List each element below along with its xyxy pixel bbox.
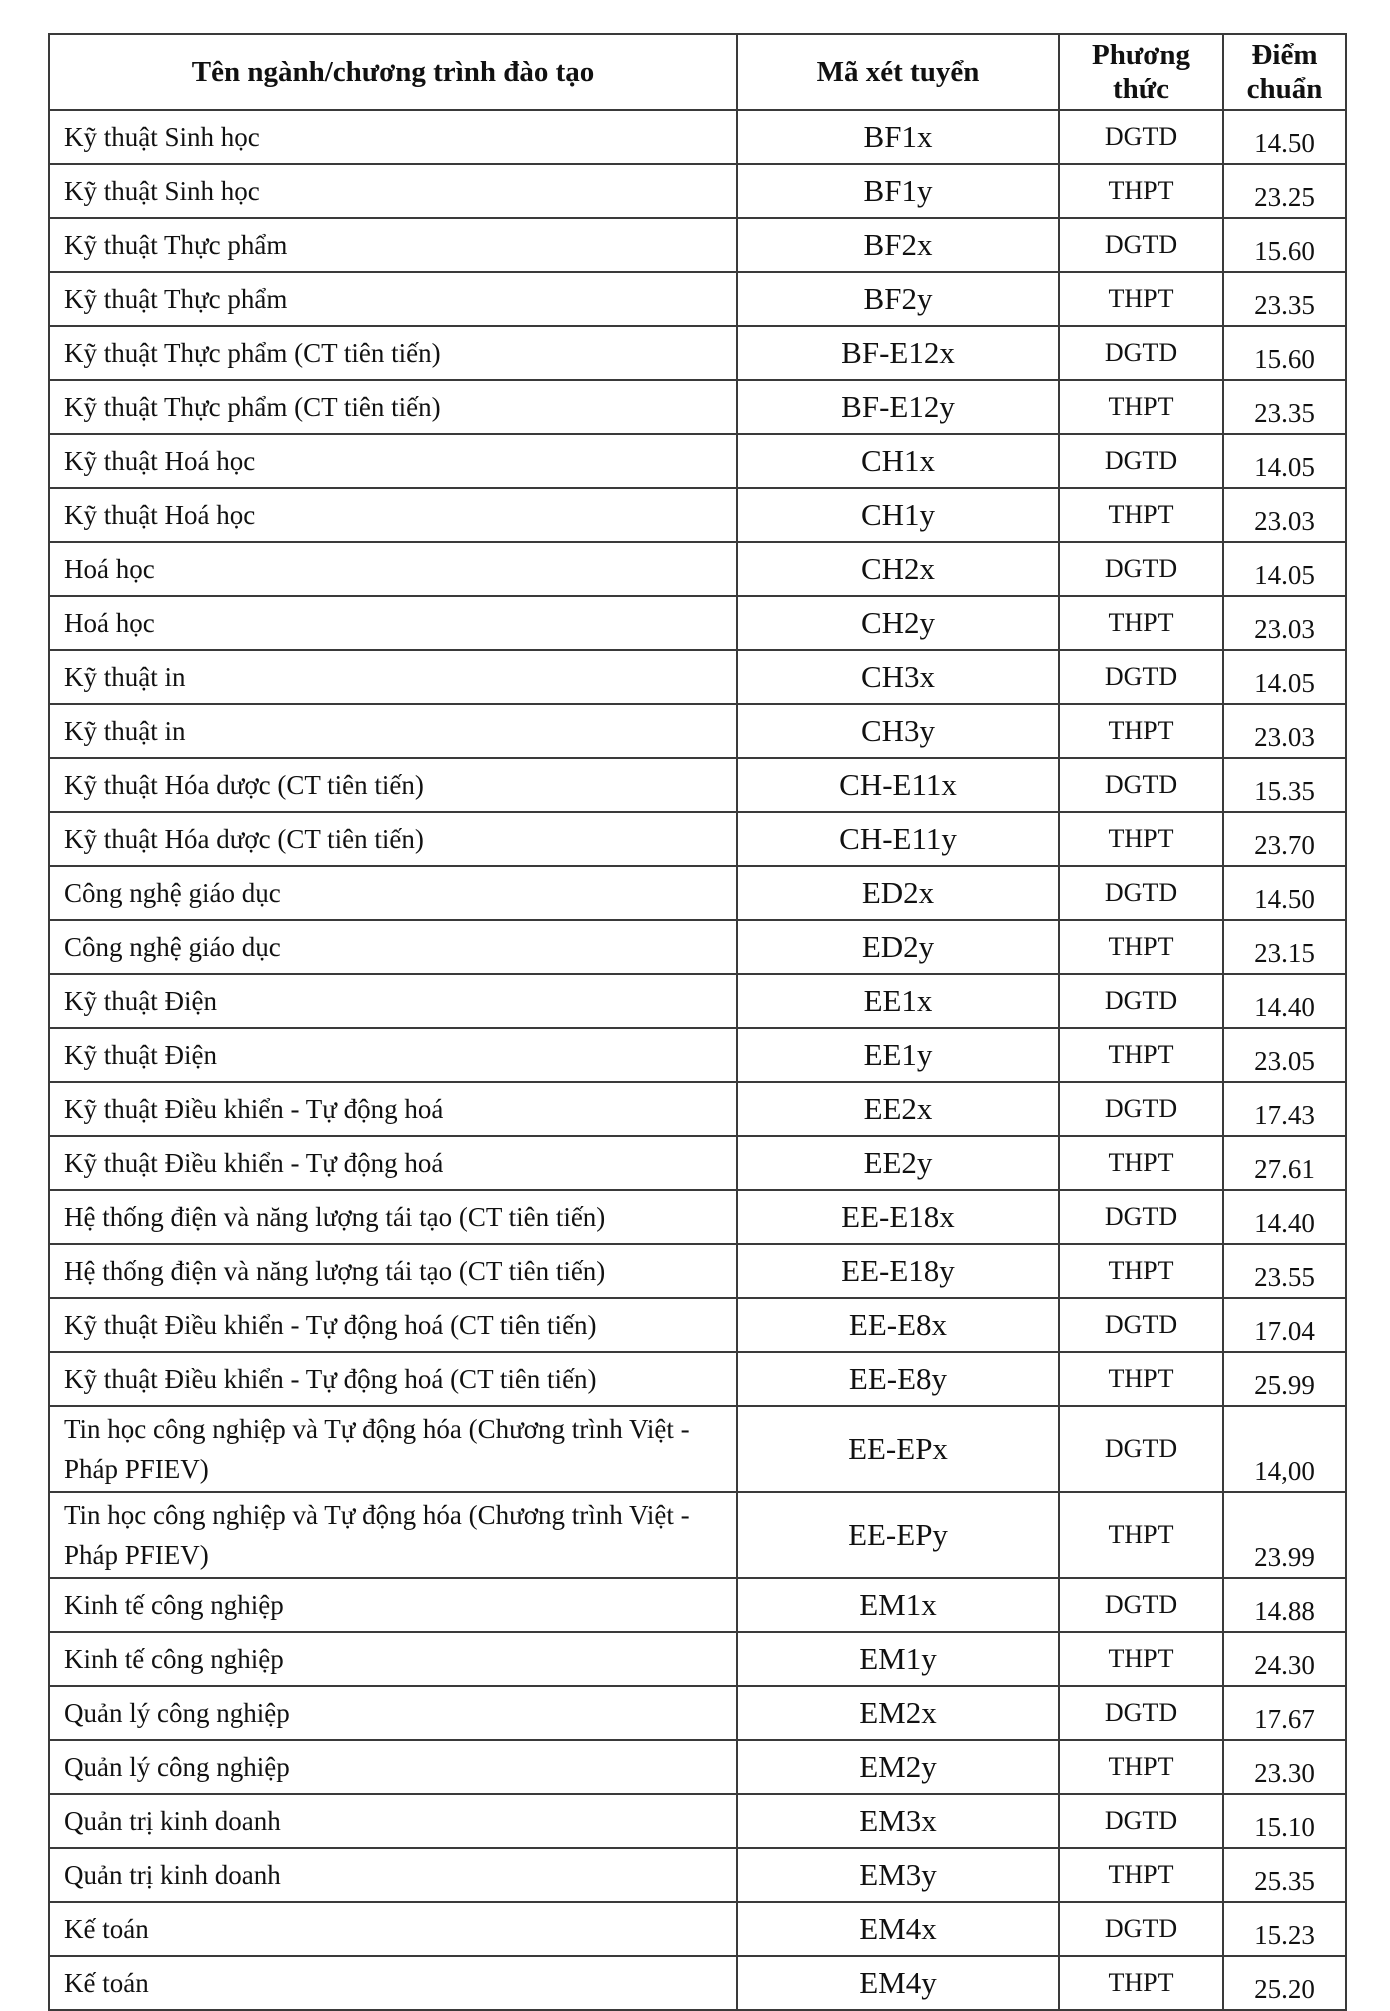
method-cell: DGTD (1059, 1686, 1223, 1740)
cutoff-score-cell: 25.99 (1223, 1352, 1346, 1406)
method-cell: THPT (1059, 380, 1223, 434)
admission-code-cell: CH-E11y (737, 812, 1059, 866)
table-row (49, 1136, 1346, 1190)
table-row (49, 920, 1346, 974)
cutoff-score-cell: 15.60 (1223, 326, 1346, 380)
cutoff-score-cell: 14.50 (1223, 866, 1346, 920)
header-program-name: Tên ngành/chương trình đào tạo (49, 34, 737, 110)
admission-code-cell: EM2y (737, 1740, 1059, 1794)
cutoff-score-cell: 23.05 (1223, 1028, 1346, 1082)
program-name-cell: Kỹ thuật Sinh học (49, 164, 737, 218)
program-name-cell: Kỹ thuật Thực phẩm (49, 272, 737, 326)
method-cell: DGTD (1059, 434, 1223, 488)
admission-code-cell: CH1y (737, 488, 1059, 542)
cutoff-score-cell: 23.70 (1223, 812, 1346, 866)
cutoff-score-cell: 15.10 (1223, 1794, 1346, 1848)
cutoff-score-cell: 15.35 (1223, 758, 1346, 812)
method-cell: THPT (1059, 1352, 1223, 1406)
cutoff-score-cell: 23.15 (1223, 920, 1346, 974)
program-name-cell: Quản lý công nghiệp (49, 1686, 737, 1740)
admission-code-cell: BF1x (737, 110, 1059, 164)
table-row (49, 218, 1346, 272)
admission-code-cell: EM3y (737, 1848, 1059, 1902)
table-row (49, 326, 1346, 380)
method-cell: DGTD (1059, 974, 1223, 1028)
method-cell: THPT (1059, 920, 1223, 974)
cutoff-score-cell: 23.55 (1223, 1244, 1346, 1298)
admission-code-cell: EE-E8x (737, 1298, 1059, 1352)
admission-code-cell: EE-E18x (737, 1190, 1059, 1244)
method-cell: THPT (1059, 488, 1223, 542)
method-cell: DGTD (1059, 1794, 1223, 1848)
table-row (49, 866, 1346, 920)
method-cell: THPT (1059, 812, 1223, 866)
program-name-cell: Kỹ thuật Hoá học (49, 434, 737, 488)
program-name-cell: Kỹ thuật Thực phẩm (49, 218, 737, 272)
method-cell: THPT (1059, 272, 1223, 326)
program-name-cell: Kỹ thuật Điều khiển - Tự động hoá (CT tiên tiến) (49, 1298, 737, 1352)
header-admission-code: Mã xét tuyển (737, 34, 1059, 110)
cutoff-score-cell: 25.35 (1223, 1848, 1346, 1902)
table-row (49, 164, 1346, 218)
cutoff-score-cell: 15.60 (1223, 218, 1346, 272)
admission-code-cell: ED2x (737, 866, 1059, 920)
cutoff-score-cell: 23.25 (1223, 164, 1346, 218)
method-cell: THPT (1059, 704, 1223, 758)
cutoff-score-cell: 14.05 (1223, 542, 1346, 596)
cutoff-score-cell: 17.67 (1223, 1686, 1346, 1740)
program-name-cell: Quản trị kinh doanh (49, 1794, 737, 1848)
cutoff-score-cell: 14.50 (1223, 110, 1346, 164)
cutoff-score-cell: 17.04 (1223, 1298, 1346, 1352)
method-cell: DGTD (1059, 542, 1223, 596)
admission-code-cell: EE-EPx (737, 1406, 1059, 1492)
method-cell: DGTD (1059, 650, 1223, 704)
program-name-cell: Kỹ thuật Điện (49, 1028, 737, 1082)
program-name-cell: Kỹ thuật Hoá học (49, 488, 737, 542)
header-method: Phương thức (1059, 34, 1223, 110)
table-row (49, 1028, 1346, 1082)
method-cell: DGTD (1059, 218, 1223, 272)
cutoff-score-cell: 23.03 (1223, 704, 1346, 758)
program-name-cell: Kỹ thuật Thực phẩm (CT tiên tiến) (49, 326, 737, 380)
table-row (49, 1190, 1346, 1244)
admission-code-cell: EE1x (737, 974, 1059, 1028)
program-name-cell: Kỹ thuật Hóa dược (CT tiên tiến) (49, 758, 737, 812)
method-cell: DGTD (1059, 866, 1223, 920)
method-cell: THPT (1059, 1956, 1223, 2010)
table-row (49, 1740, 1346, 1794)
admission-code-cell: CH3y (737, 704, 1059, 758)
table-row (49, 1956, 1346, 2010)
program-name-cell: Hoá học (49, 596, 737, 650)
admission-code-cell: EE2x (737, 1082, 1059, 1136)
program-name-cell: Kế toán (49, 1956, 737, 2010)
table-row (49, 1794, 1346, 1848)
method-cell: DGTD (1059, 1902, 1223, 1956)
program-name-cell: Hệ thống điện và năng lượng tái tạo (CT tiên tiến) (49, 1190, 737, 1244)
admission-code-cell: CH-E11x (737, 758, 1059, 812)
admission-code-cell: EM2x (737, 1686, 1059, 1740)
program-name-cell: Kỹ thuật in (49, 650, 737, 704)
table-row (49, 650, 1346, 704)
cutoff-score-cell: 23.35 (1223, 380, 1346, 434)
table-row (49, 380, 1346, 434)
table-row (49, 1686, 1346, 1740)
admission-code-cell: BF-E12x (737, 326, 1059, 380)
method-cell: DGTD (1059, 1190, 1223, 1244)
table-row (49, 1352, 1346, 1406)
table-row (49, 1492, 1346, 1578)
table-row (49, 1298, 1346, 1352)
cutoff-score-cell: 14.88 (1223, 1578, 1346, 1632)
program-name-cell: Quản trị kinh doanh (49, 1848, 737, 1902)
cutoff-score-cell: 25.20 (1223, 1956, 1346, 2010)
cutoff-score-cell: 14.40 (1223, 974, 1346, 1028)
admission-code-cell: CH2y (737, 596, 1059, 650)
cutoff-score-cell: 15.23 (1223, 1902, 1346, 1956)
program-name-cell: Kỹ thuật Thực phẩm (CT tiên tiến) (49, 380, 737, 434)
table-row (49, 974, 1346, 1028)
table-row (49, 110, 1346, 164)
cutoff-score-cell: 23.99 (1223, 1492, 1346, 1578)
table-row (49, 596, 1346, 650)
cutoff-score-cell: 23.35 (1223, 272, 1346, 326)
program-name-cell: Công nghệ giáo dục (49, 920, 737, 974)
program-name-cell: Kỹ thuật Sinh học (49, 110, 737, 164)
cutoff-score-cell: 17.43 (1223, 1082, 1346, 1136)
cutoff-score-cell: 23.30 (1223, 1740, 1346, 1794)
table-row (49, 542, 1346, 596)
method-cell: DGTD (1059, 1298, 1223, 1352)
table-row (49, 1082, 1346, 1136)
program-name-cell: Kinh tế công nghiệp (49, 1632, 737, 1686)
table-header-row (49, 34, 1346, 110)
table-row (49, 1244, 1346, 1298)
program-name-cell: Tin học công nghiệp và Tự động hóa (Chương trình Việt - Pháp PFIEV) (49, 1492, 737, 1578)
table-row (49, 488, 1346, 542)
admission-code-cell: BF-E12y (737, 380, 1059, 434)
method-cell: THPT (1059, 164, 1223, 218)
admission-code-cell: BF1y (737, 164, 1059, 218)
admission-code-cell: EM4y (737, 1956, 1059, 2010)
admission-code-cell: CH1x (737, 434, 1059, 488)
program-name-cell: Hoá học (49, 542, 737, 596)
admission-code-cell: BF2x (737, 218, 1059, 272)
method-cell: DGTD (1059, 1082, 1223, 1136)
method-cell: THPT (1059, 1244, 1223, 1298)
admission-scores-table (48, 33, 1347, 2011)
cutoff-score-cell: 14.40 (1223, 1190, 1346, 1244)
method-cell: THPT (1059, 1492, 1223, 1578)
table-row (49, 434, 1346, 488)
program-name-cell: Kỹ thuật Điện (49, 974, 737, 1028)
admission-code-cell: ED2y (737, 920, 1059, 974)
method-cell: THPT (1059, 1028, 1223, 1082)
admission-code-cell: CH3x (737, 650, 1059, 704)
table-row (49, 1632, 1346, 1686)
program-name-cell: Kinh tế công nghiệp (49, 1578, 737, 1632)
admission-code-cell: EM4x (737, 1902, 1059, 1956)
cutoff-score-cell: 23.03 (1223, 488, 1346, 542)
table-row (49, 1578, 1346, 1632)
admission-code-cell: CH2x (737, 542, 1059, 596)
program-name-cell: Kỹ thuật Điều khiển - Tự động hoá (CT tiên tiến) (49, 1352, 737, 1406)
admission-scores-table-container (48, 33, 1345, 2011)
program-name-cell: Hệ thống điện và năng lượng tái tạo (CT tiên tiến) (49, 1244, 737, 1298)
table-row (49, 1406, 1346, 1492)
program-name-cell: Kỹ thuật Điều khiển - Tự động hoá (49, 1136, 737, 1190)
program-name-cell: Kỹ thuật Hóa dược (CT tiên tiến) (49, 812, 737, 866)
cutoff-score-cell: 24.30 (1223, 1632, 1346, 1686)
table-row (49, 272, 1346, 326)
table-row (49, 704, 1346, 758)
admission-code-cell: EE-EPy (737, 1492, 1059, 1578)
table-row (49, 758, 1346, 812)
admission-code-cell: EE-E8y (737, 1352, 1059, 1406)
method-cell: THPT (1059, 1632, 1223, 1686)
method-cell: DGTD (1059, 326, 1223, 380)
table-row (49, 1848, 1346, 1902)
table-row (49, 812, 1346, 866)
method-cell: DGTD (1059, 758, 1223, 812)
method-cell: THPT (1059, 1136, 1223, 1190)
admission-code-cell: BF2y (737, 272, 1059, 326)
method-cell: DGTD (1059, 1578, 1223, 1632)
method-cell: DGTD (1059, 110, 1223, 164)
method-cell: THPT (1059, 1848, 1223, 1902)
program-name-cell: Công nghệ giáo dục (49, 866, 737, 920)
program-name-cell: Quản lý công nghiệp (49, 1740, 737, 1794)
cutoff-score-cell: 27.61 (1223, 1136, 1346, 1190)
admission-code-cell: EM1y (737, 1632, 1059, 1686)
program-name-cell: Kỹ thuật Điều khiển - Tự động hoá (49, 1082, 737, 1136)
program-name-cell: Tin học công nghiệp và Tự động hóa (Chương trình Việt - Pháp PFIEV) (49, 1406, 737, 1492)
header-cutoff-score: Điểm chuẩn (1223, 34, 1346, 110)
method-cell: THPT (1059, 596, 1223, 650)
cutoff-score-cell: 14,00 (1223, 1406, 1346, 1492)
admission-code-cell: EM3x (737, 1794, 1059, 1848)
method-cell: THPT (1059, 1740, 1223, 1794)
program-name-cell: Kỹ thuật in (49, 704, 737, 758)
method-cell: DGTD (1059, 1406, 1223, 1492)
admission-code-cell: EE2y (737, 1136, 1059, 1190)
cutoff-score-cell: 14.05 (1223, 650, 1346, 704)
program-name-cell: Kế toán (49, 1902, 737, 1956)
admission-code-cell: EM1x (737, 1578, 1059, 1632)
admission-code-cell: EE-E18y (737, 1244, 1059, 1298)
table-row (49, 1902, 1346, 1956)
admission-code-cell: EE1y (737, 1028, 1059, 1082)
table-body (49, 110, 1346, 2010)
cutoff-score-cell: 14.05 (1223, 434, 1346, 488)
cutoff-score-cell: 23.03 (1223, 596, 1346, 650)
